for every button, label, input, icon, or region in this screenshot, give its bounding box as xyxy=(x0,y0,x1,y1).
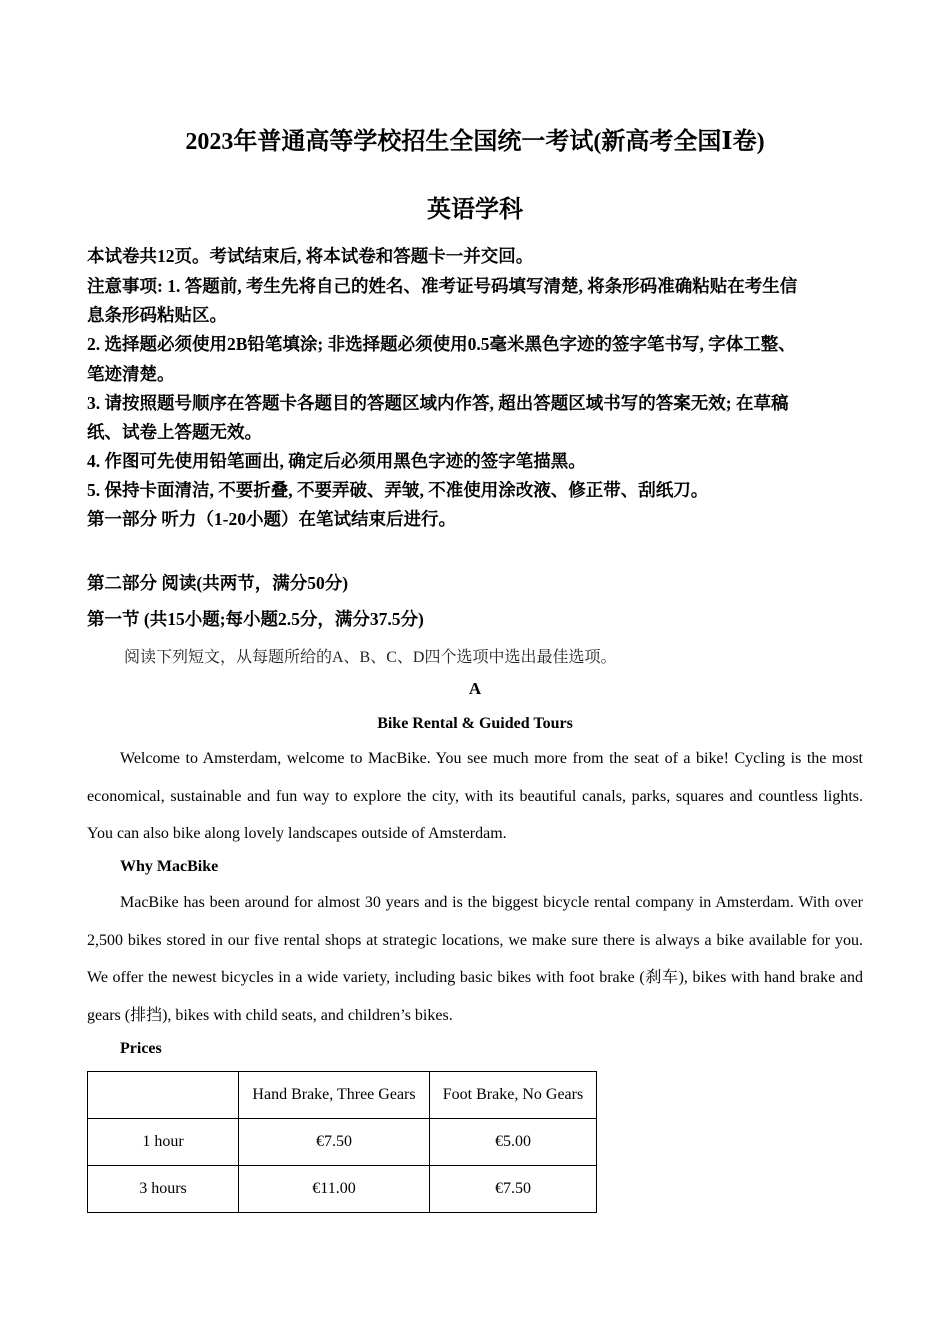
passage-letter: A xyxy=(468,679,482,698)
prices-table xyxy=(87,1071,597,1213)
subject-title: 英语学科 xyxy=(427,197,523,223)
note-line: 4. 作图可先使用铅笔画出, 确定后必须用黑色字迹的签字笔描黑。 xyxy=(87,451,586,471)
passage-paragraph: MacBike has been around for almost 30 years and is the biggest bicycle rental company in Amsterdam. With over 2,500 bikes stored in our five rental shops at strategic locations, we make sure there is always a bike available for you. We offer the newest bicycles in a wide variety, including basic bikes with foot brake (刹车), bikes with hand brake and gears (排挡), bikes with child seats, and children’s bikes. xyxy=(87,894,863,1024)
note-line: 纸、试卷上答题无效。 xyxy=(87,422,262,442)
table-header-row xyxy=(88,1072,597,1119)
table-row xyxy=(88,1166,597,1213)
table-cell: €11.00 xyxy=(239,1166,430,1213)
passage-title: Bike Rental & Guided Tours xyxy=(377,715,573,732)
note-line: 息条形码粘贴区。 xyxy=(87,305,227,325)
table-cell: 3 hours xyxy=(88,1166,239,1213)
part1-note: 第一部分 听力（1-20小题）在笔试结束后进行。 xyxy=(87,509,456,529)
note-line: 3. 请按照题号顺序在答题卡各题目的答题区域内作答, 超出答题区域书写的答案无效; 在草稿 xyxy=(87,393,789,413)
table-cell: €5.00 xyxy=(430,1119,597,1166)
note-line: 5. 保持卡面清洁, 不要折叠, 不要弄破、弄皱, 不准使用涂改液、修正带、刮纸刀。 xyxy=(87,480,709,500)
table-header-cell: Foot Brake, No Gears xyxy=(430,1072,597,1119)
prices-heading: Prices xyxy=(120,1040,162,1057)
reading-instruction: 阅读下列短文，从每题所给的A、B、C、D四个选项中选出最佳选项。 xyxy=(124,649,617,666)
table-cell: €7.50 xyxy=(239,1119,430,1166)
table-header-cell: Hand Brake, Three Gears xyxy=(239,1072,430,1119)
note-line: 注意事项: 1. 答题前, 考生先将自己的姓名、准考证号码填写清楚, 将条形码准确粘贴在考生信 xyxy=(87,276,798,296)
table-row xyxy=(88,1119,597,1166)
table-cell: 1 hour xyxy=(88,1119,239,1166)
why-macbike-heading: Why MacBike xyxy=(120,858,219,875)
note-line: 笔迹清楚。 xyxy=(87,364,175,384)
section1-heading: 第一节 (共15小题;每小题2.5分，满分37.5分) xyxy=(87,609,424,629)
passage-paragraph: Welcome to Amsterdam, welcome to MacBike. You see much more from the seat of a bike! Cycling is the most economical, sustainable and fun way to explore the city, with its beautiful canals, parks, squares and countless lights. You can also bike along lovely landscapes outside of Amsterdam. xyxy=(87,750,863,842)
note-line: 2. 选择题必须使用2B铅笔填涂; 非选择题必须使用0.5毫米黑色字迹的签字笔书写, 字体工整、 xyxy=(87,334,796,354)
table-cell xyxy=(88,1072,239,1119)
exam-title: 2023年普通高等学校招生全国统一考试(新高考全国Ⅰ卷) xyxy=(185,129,765,155)
part2-heading: 第二部分 阅读(共两节，满分50分) xyxy=(87,573,349,593)
note-line: 本试卷共12页。考试结束后, 将本试卷和答题卡一并交回。 xyxy=(87,246,534,266)
table-cell: €7.50 xyxy=(430,1166,597,1213)
